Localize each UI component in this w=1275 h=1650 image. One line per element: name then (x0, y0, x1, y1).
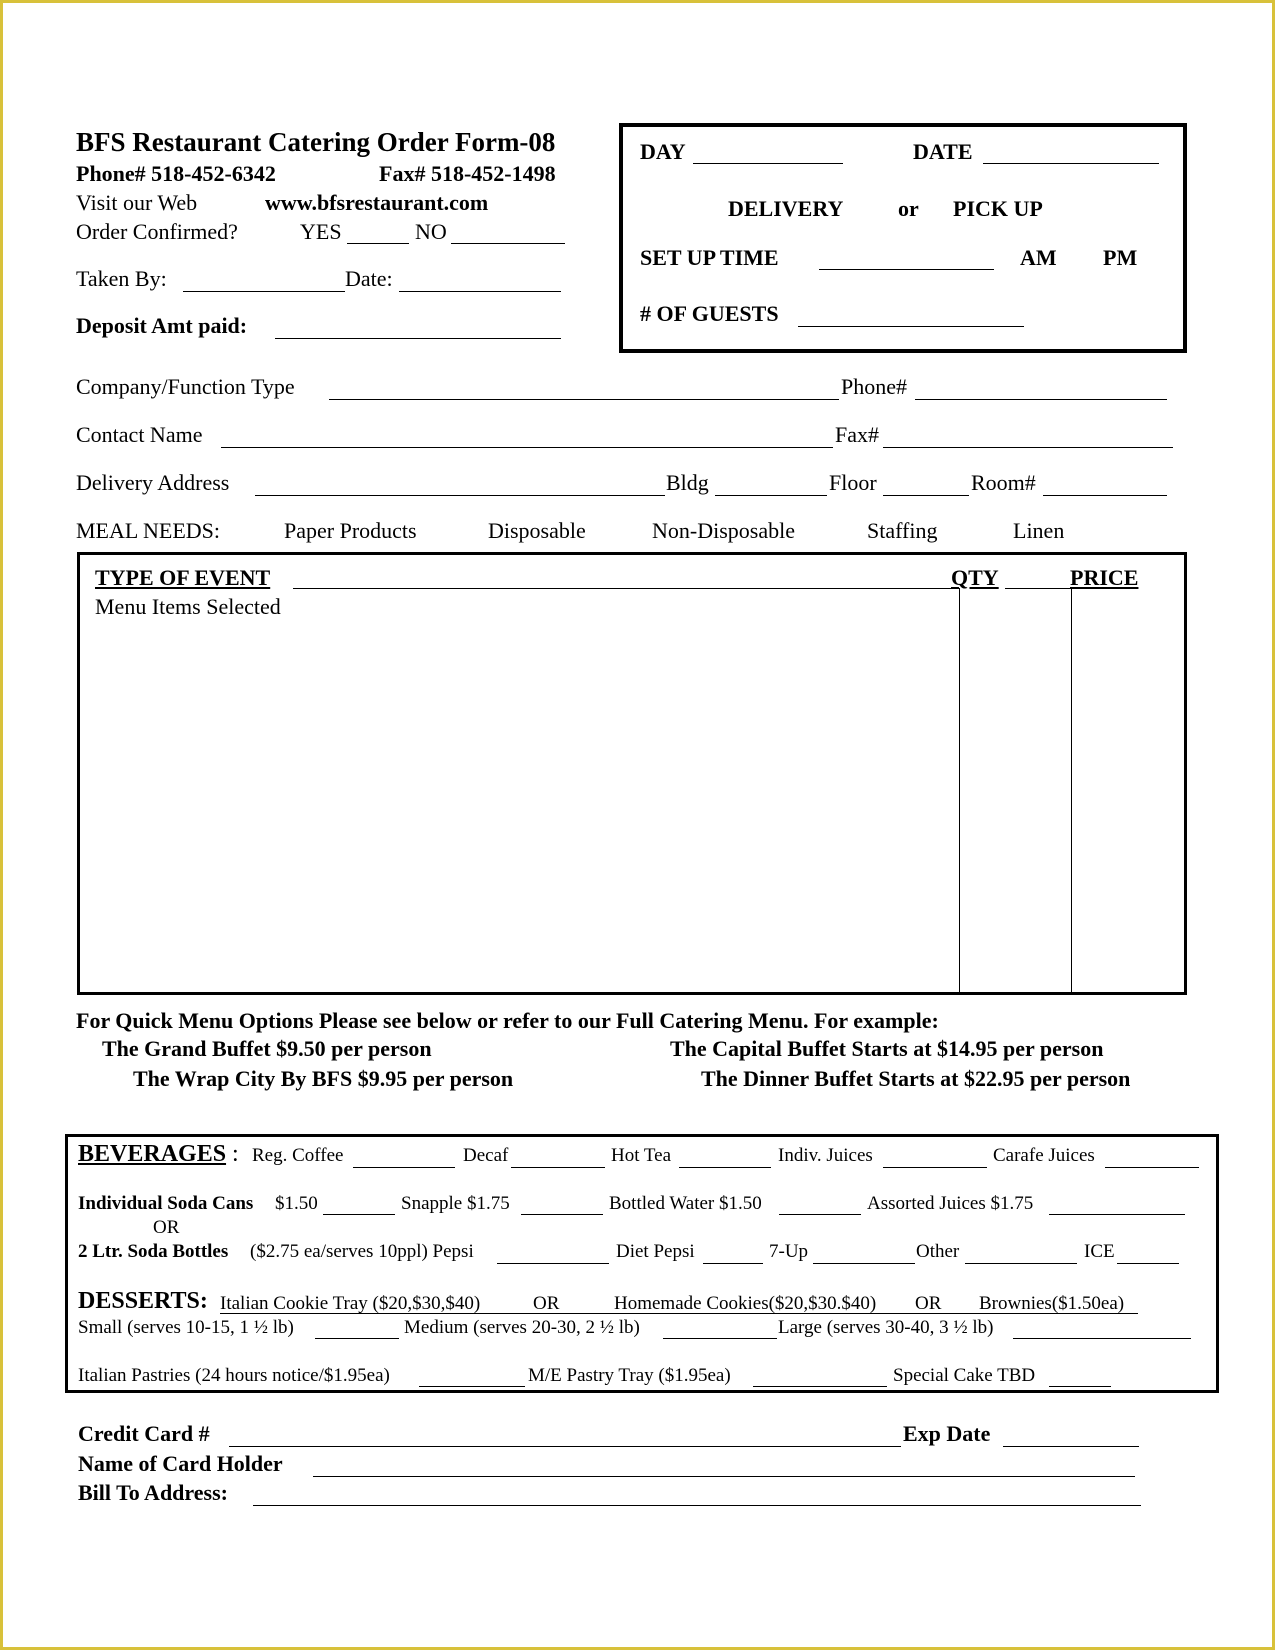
cookie-tray-option[interactable]: Italian Cookie Tray ($20,$30,$40) (220, 1293, 481, 1314)
customer-phone-label: Phone# (841, 374, 907, 399)
assorted-juices-field[interactable] (1049, 1214, 1185, 1215)
homemade-cookies-option[interactable]: Homemade Cookies($20,$30.$40) (614, 1293, 877, 1314)
carafe-juices-label: Carafe Juices (993, 1145, 1095, 1166)
seven-up-field[interactable] (813, 1263, 915, 1264)
setup-time-field[interactable] (819, 269, 994, 270)
meal-option-linen[interactable]: Linen (1013, 518, 1065, 543)
exp-date-field[interactable] (1003, 1446, 1139, 1447)
beverages-colon: : (232, 1141, 239, 1167)
meal-option-disposable[interactable]: Disposable (488, 518, 586, 543)
web-url: www.bfsrestaurant.com (265, 190, 489, 215)
hot-tea-field[interactable] (679, 1167, 771, 1168)
special-cake-label: Special Cake TBD (893, 1365, 1036, 1386)
carafe-juices-field[interactable] (1105, 1167, 1199, 1168)
type-of-event-label: TYPE OF EVENT (95, 565, 271, 590)
soda-cans-price: $1.50 (275, 1193, 318, 1214)
credit-card-label: Credit Card # (78, 1421, 210, 1446)
type-of-event-field[interactable] (293, 588, 953, 589)
company-field[interactable] (329, 399, 839, 400)
desserts-heading: DESSERTS: (78, 1288, 208, 1314)
diet-pepsi-field[interactable] (703, 1263, 763, 1264)
ice-field[interactable] (1117, 1263, 1179, 1264)
contact-field[interactable] (221, 447, 833, 448)
other-field[interactable] (965, 1263, 1077, 1264)
customer-phone-field[interactable] (915, 399, 1167, 400)
bldg-field[interactable] (715, 495, 827, 496)
beverages-or-label: OR (153, 1217, 180, 1238)
grand-buffet: The Grand Buffet $9.50 per person (102, 1036, 432, 1061)
qty-header-rule (1005, 588, 1071, 589)
pepsi-field[interactable] (497, 1263, 609, 1264)
price-column-area[interactable] (1075, 603, 1183, 988)
price-header: PRICE (1070, 565, 1139, 590)
yes-label: YES (300, 219, 342, 244)
bottled-water-field[interactable] (779, 1214, 861, 1215)
dinner-buffet: The Dinner Buffet Starts at $22.95 per person (701, 1066, 1131, 1091)
phone-number: Phone# 518-452-6342 (76, 161, 276, 186)
desserts-or-2: OR (915, 1293, 942, 1314)
large-size-label: Large (serves 30-40, 3 ½ lb) (778, 1317, 994, 1338)
order-confirmed-label: Order Confirmed? (76, 219, 238, 244)
menu-items-area[interactable] (87, 603, 953, 988)
italian-pastries-field[interactable] (419, 1386, 525, 1387)
company-label: Company/Function Type (76, 374, 295, 399)
bill-to-label: Bill To Address: (78, 1480, 228, 1505)
room-field[interactable] (1043, 495, 1167, 496)
brownies-option[interactable]: Brownies($1.50ea) (979, 1293, 1125, 1314)
date-field[interactable] (983, 163, 1159, 164)
desserts-rule (220, 1313, 1138, 1314)
room-label: Room# (971, 470, 1036, 495)
small-size-field[interactable] (315, 1338, 399, 1339)
menu-items-label: Menu Items Selected (95, 594, 281, 619)
taken-date-label: Date: (345, 266, 393, 291)
special-cake-field[interactable] (1049, 1386, 1111, 1387)
qty-header: QTY (951, 565, 999, 590)
date-label: DATE (913, 139, 973, 164)
snapple-field[interactable] (521, 1214, 603, 1215)
day-field[interactable] (693, 163, 843, 164)
quick-menu-intro: For Quick Menu Options Please see below or refer to our Full Catering Menu. For example: (76, 1008, 939, 1033)
diet-pepsi-label: Diet Pepsi (616, 1241, 695, 1262)
meal-option-paper-products[interactable]: Paper Products (284, 518, 417, 543)
reg-coffee-label: Reg. Coffee (252, 1145, 344, 1166)
guests-field[interactable] (798, 326, 1024, 327)
no-label: NO (415, 219, 447, 244)
form-title: BFS Restaurant Catering Order Form-08 (76, 127, 556, 157)
snapple-label: Snapple $1.75 (401, 1193, 510, 1214)
price-column-divider (1071, 588, 1072, 993)
reg-coffee-field[interactable] (353, 1167, 455, 1168)
yes-field[interactable] (347, 243, 409, 244)
fax-number: Fax# 518-452-1498 (379, 161, 556, 186)
pickup-option[interactable]: PICK UP (953, 196, 1043, 221)
other-label: Other (916, 1241, 960, 1262)
desserts-or-1: OR (533, 1293, 560, 1314)
capital-buffet: The Capital Buffet Starts at $14.95 per person (670, 1036, 1104, 1061)
small-size-label: Small (serves 10-15, 1 ½ lb) (78, 1317, 294, 1338)
exp-date-label: Exp Date (903, 1421, 991, 1446)
credit-card-field[interactable] (229, 1446, 901, 1447)
soda-bottles-label: 2 Ltr. Soda Bottles (78, 1241, 229, 1262)
medium-size-field[interactable] (663, 1338, 777, 1339)
wrap-city: The Wrap City By BFS $9.95 per person (133, 1066, 514, 1091)
card-holder-field[interactable] (313, 1476, 1135, 1477)
bill-to-field[interactable] (253, 1505, 1141, 1506)
taken-date-field[interactable] (399, 291, 561, 292)
no-field[interactable] (451, 243, 565, 244)
am-option[interactable]: AM (1020, 245, 1057, 270)
indiv-juices-field[interactable] (883, 1167, 987, 1168)
hot-tea-label: Hot Tea (611, 1145, 672, 1166)
customer-fax-label: Fax# (835, 422, 879, 447)
large-size-field[interactable] (1013, 1338, 1191, 1339)
soda-bottles-detail: ($2.75 ea/serves 10ppl) Pepsi (250, 1241, 474, 1262)
meal-needs-label: MEAL NEEDS: (76, 518, 221, 543)
soda-cans-label: Individual Soda Cans (78, 1193, 254, 1214)
seven-up-label: 7-Up (769, 1241, 809, 1262)
delivery-option[interactable]: DELIVERY (728, 196, 844, 221)
qty-column-area[interactable] (963, 603, 1067, 988)
qty-column-divider (959, 588, 960, 993)
ice-label: ICE (1084, 1241, 1115, 1262)
me-pastry-field[interactable] (753, 1386, 887, 1387)
day-label: DAY (640, 139, 686, 164)
decaf-label: Decaf (463, 1145, 509, 1166)
or-label: or (898, 196, 919, 221)
pm-option[interactable]: PM (1103, 245, 1138, 270)
customer-fax-field[interactable] (883, 447, 1173, 448)
floor-label: Floor (829, 470, 877, 495)
floor-field[interactable] (883, 495, 969, 496)
me-pastry-label: M/E Pastry Tray ($1.95ea) (528, 1365, 731, 1386)
soda-cans-field[interactable] (323, 1214, 395, 1215)
meal-option-staffing[interactable]: Staffing (867, 518, 938, 543)
bottled-water-label: Bottled Water $1.50 (609, 1193, 762, 1214)
taken-by-label: Taken By: (76, 266, 167, 291)
medium-size-label: Medium (serves 20-30, 2 ½ lb) (404, 1317, 640, 1338)
taken-by-field[interactable] (183, 291, 345, 292)
italian-pastries-label: Italian Pastries (24 hours notice/$1.95ea) (78, 1365, 390, 1386)
decaf-field[interactable] (511, 1167, 605, 1168)
address-label: Delivery Address (76, 470, 230, 495)
deposit-field[interactable] (275, 338, 561, 339)
meal-option-non-disposable[interactable]: Non-Disposable (652, 518, 795, 543)
contact-label: Contact Name (76, 422, 203, 447)
bldg-label: Bldg (666, 470, 709, 495)
web-label: Visit our Web (76, 190, 198, 215)
indiv-juices-label: Indiv. Juices (778, 1145, 873, 1166)
address-field[interactable] (255, 495, 665, 496)
assorted-juices-label: Assorted Juices $1.75 (867, 1193, 1034, 1214)
beverages-heading: BEVERAGES (78, 1141, 227, 1167)
deposit-label: Deposit Amt paid: (76, 313, 248, 338)
card-holder-label: Name of Card Holder (78, 1451, 283, 1476)
setup-time-label: SET UP TIME (640, 245, 779, 270)
guests-label: # OF GUESTS (640, 301, 779, 326)
